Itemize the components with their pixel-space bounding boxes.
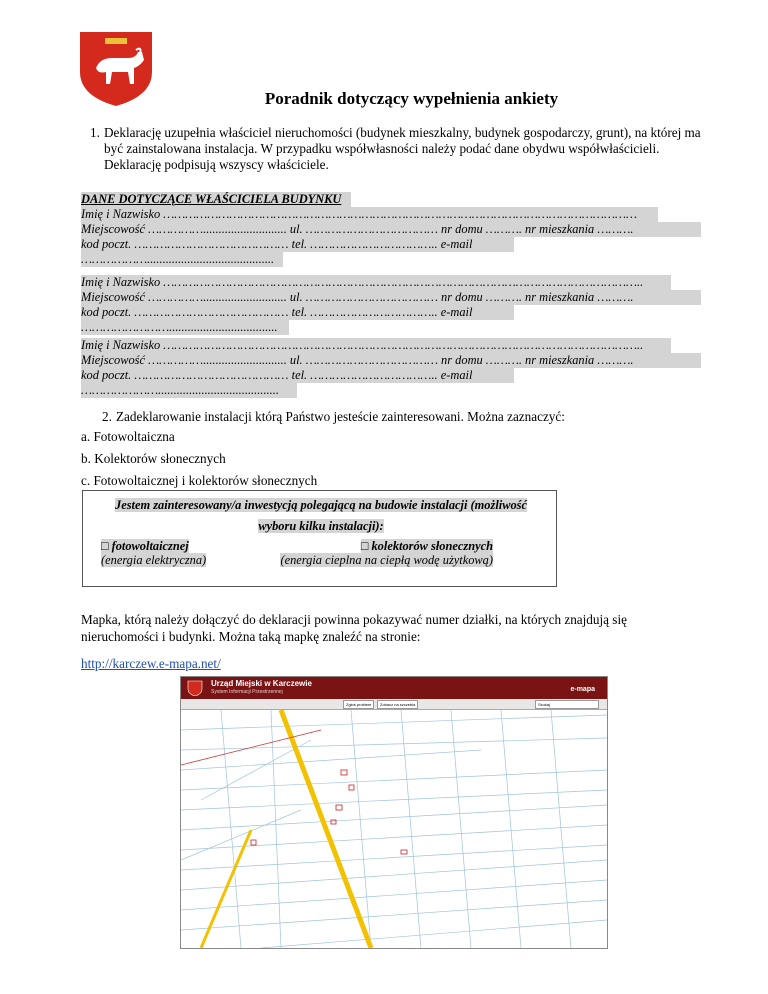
checkbox-sublabel: (energia cieplna na ciepłą wodę użytkową) <box>280 553 493 567</box>
parcel-map <box>181 710 607 948</box>
instruction-item-2 <box>102 409 565 425</box>
checkbox-solar-collectors[interactable] <box>273 539 493 567</box>
owner-form-2 <box>81 275 701 335</box>
address-field: Miejscowość ……………........................... ul. ……………………………… nr domu ………. nr mieszkania ………. <box>81 353 701 368</box>
contact-field: kod poczt. …………………………………… tel. …………………………….. e-mail <box>81 305 514 320</box>
item-text: Deklarację uzupełnia właściciel nieruchomości (budynek mieszkalny, budynek gospodarczy, grunt), na której ma być zainstalowana instalacja. W przypadku współwłasności należy podać dane obydwu współwłaścicieli. Deklarację podpisują wszyscy właściciele. <box>104 125 701 172</box>
checkbox-label: □ fotowoltaicznej <box>101 539 189 553</box>
email-field: ……………………................................... <box>81 320 289 335</box>
item-number: 1. <box>90 125 100 140</box>
map-subtitle: System Informacji Przestrzennej <box>211 689 283 695</box>
checkbox-label: □ kolektorów słonecznych <box>360 539 493 553</box>
item-text: Zadeklarowanie instalacji którą Państwo jesteście zainteresowani. Można zaznaczyć: <box>116 409 565 424</box>
email-field: …………………....................................... <box>81 383 297 398</box>
map-toolbar <box>181 699 607 710</box>
email-field: ………………......................................... <box>81 252 283 267</box>
view-button[interactable]: Zobacz na szczebla <box>377 700 418 709</box>
contact-field: kod poczt. …………………………………… tel. …………………………….. e-mail <box>81 368 514 383</box>
owner-form-1 <box>81 192 701 267</box>
option-photovoltaic: a. Fotowoltaiczna <box>81 429 175 444</box>
options-list <box>81 426 317 492</box>
map-header <box>181 677 607 699</box>
name-field: Imię i Nazwisko ………………………………………………………………………………………………………………….. <box>81 338 671 353</box>
address-field: Miejscowość ……………........................... ul. ……………………………… nr domu ………. nr mieszkania ………. <box>81 290 701 305</box>
checkbox-photovoltaic[interactable] <box>101 539 206 567</box>
name-field: Imię i Nazwisko ………………………………………………………………………………………………………………….. <box>81 275 671 290</box>
name-field: Imię i Nazwisko ………………………………………………………………………………………………………………… <box>81 207 658 222</box>
option-solar-collectors: b. Kolektorów słonecznych <box>81 451 226 466</box>
box-heading-line1: Jestem zainteresowany/a inwestycją polegającą na budowie instalacji (możliwość <box>115 498 527 512</box>
map-brand: e-mapa <box>570 686 595 693</box>
map-instruction: Mapka, którą należy dołączyć do deklaracji powinna pokazywać numer działki, na których znajdują się nieruchomości i budynki. Można taką mapkę znaleźć na stronie: <box>81 612 627 644</box>
option-both: c. Fotowoltaicznej i kolektorów słonecznych <box>81 473 318 488</box>
address-field: Miejscowość ……………........................... ul. ……………………………… nr domu ………. nr mieszkania ………. <box>81 222 701 237</box>
map-screenshot <box>180 676 608 949</box>
report-problem-button[interactable]: Zgłoś problem <box>343 700 374 709</box>
checkbox-sublabel: (energia elektryczna) <box>101 553 207 567</box>
declaration-box <box>82 490 557 587</box>
map-title: Urząd Miejski w Karczewie <box>211 679 312 688</box>
item-number: 2. <box>102 409 112 424</box>
owner-form-3 <box>81 338 701 398</box>
box-heading <box>101 495 541 537</box>
page-title: Poradnik dotyczący wypełnienia ankiety <box>264 89 559 108</box>
box-heading-line2: wyboru kilku instalacji): <box>258 519 384 533</box>
emapa-link[interactable]: http://karczew.e-mapa.net/ <box>81 656 221 671</box>
form-header: DANE DOTYCZĄCE WŁAŚCICIELA BUDYNKU <box>81 192 351 207</box>
map-search-input[interactable]: Szukaj <box>535 700 599 709</box>
instruction-item-1 <box>90 125 704 173</box>
contact-field: kod poczt. …………………………………… tel. …………………………….. e-mail <box>81 237 514 252</box>
crest-mini-icon <box>187 680 203 696</box>
